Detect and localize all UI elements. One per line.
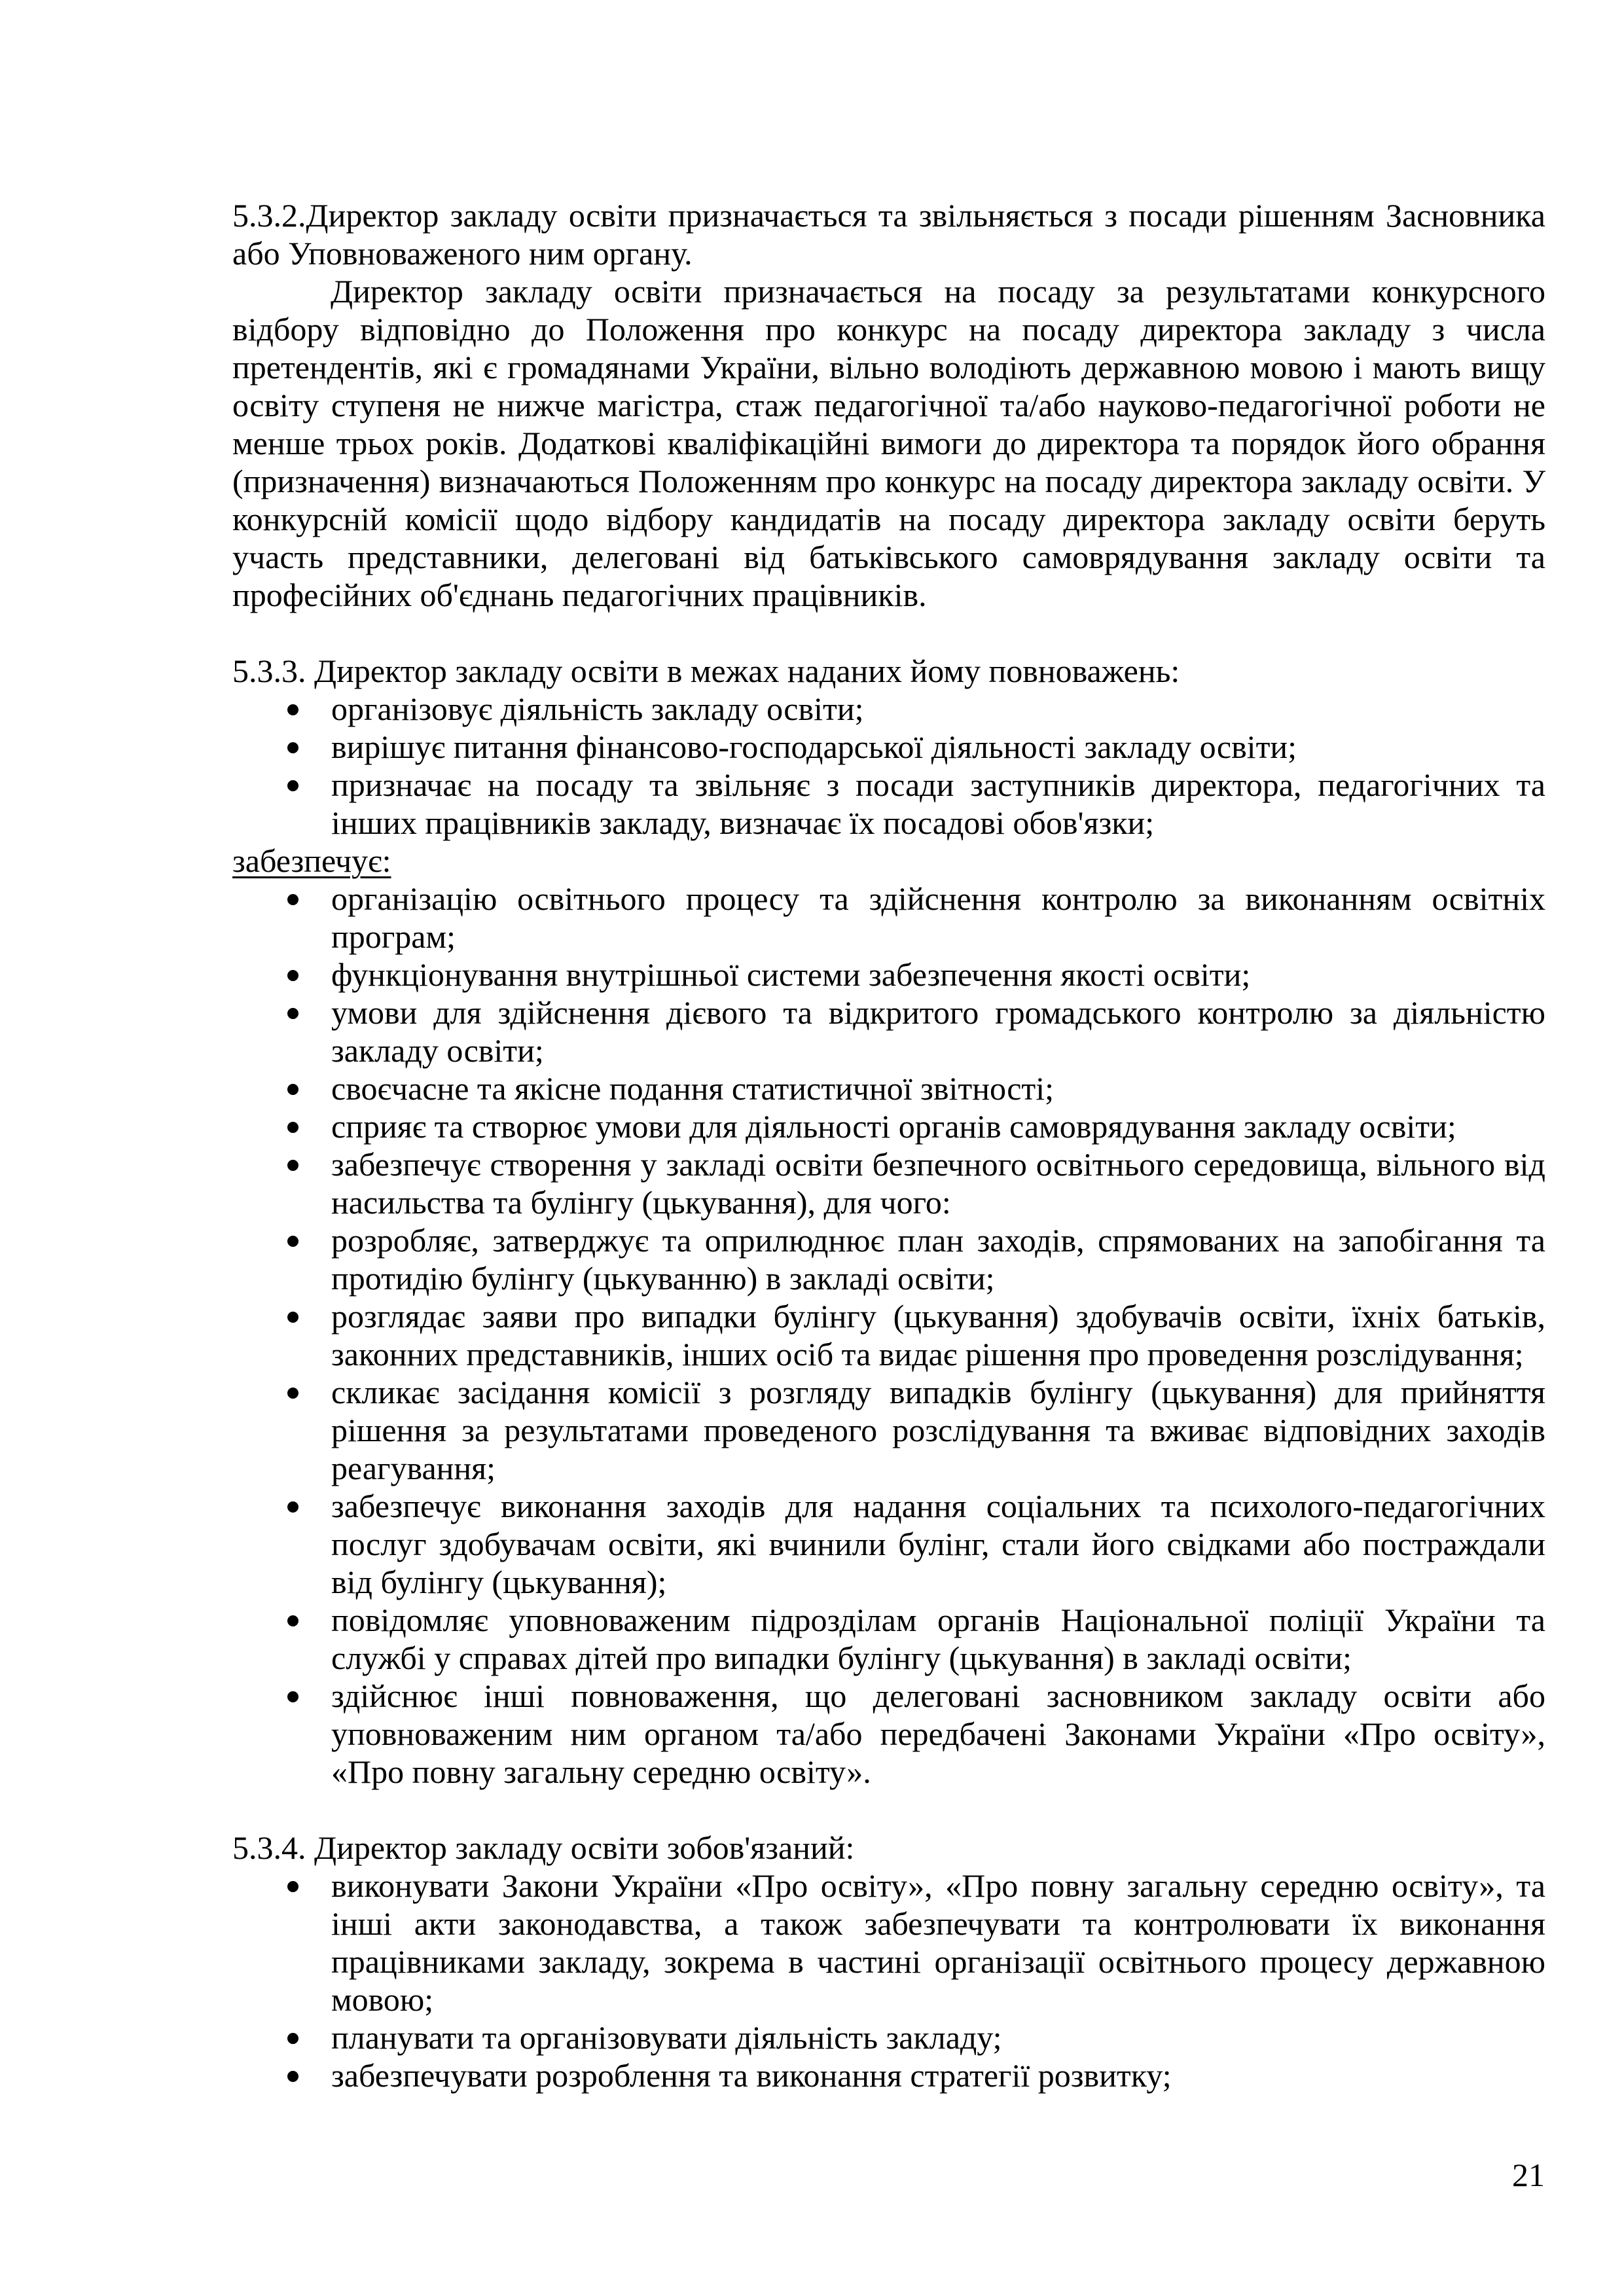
list-item-text: розробляє, затверджує та оприлюднює план заходів, спрямованих на запобігання та протидію булінгу (цькуванню) в закладі освіти; bbox=[331, 1222, 1545, 1297]
list-item-text: розглядає заяви про випадки булінгу (цькування) здобувачів освіти, їхніх батьків, законних представників, інших осіб та видає рішення про проведення розслідування; bbox=[331, 1298, 1545, 1372]
list-item bbox=[232, 1677, 1545, 1791]
section-5-3-2-paragraph-appointment: 5.3.2.Директор закладу освіти призначається та звільняється з посади рішенням Засновника або Уповноваженого ним органу. bbox=[232, 197, 1545, 272]
list-item bbox=[232, 956, 1545, 994]
list-item-text: скликає засідання комісії з розгляду випадків булінгу (цькування) для прийняття рішення за результатами проведеного розслідування та вживає відповідних заходів реагування; bbox=[331, 1374, 1545, 1486]
list-item-text: повідомляє уповноваженим підрозділам органів Національної поліції України та службі у справах дітей про випадки булінгу (цькування) в закладі освіти; bbox=[331, 1602, 1545, 1676]
section-5-3-2-paragraph-competition: Директор закладу освіти призначається на посаду за результатами конкурсного відбору відповідно до Положення про конкурс на посаду директора закладу з числа претендентів, які є громадянами України, вільно володіють державною мовою і мають вищу освіту ступеня не нижче магістра, стаж педагогічної та/або науково-педагогічної роботи не менше трьох років. Додаткові кваліфікаційні вимоги до директора та порядок його обрання (призначення) визначаються Положенням про конкурс на посаду директора закладу освіти. У конкурсній комісії щодо відбору кандидатів на посаду директора закладу освіти беруть участь представники, делеговані від батьківського самоврядування закладу освіти та професійних об'єднань педагогічних працівників. bbox=[232, 273, 1545, 613]
section-5-3-3-ensures-list bbox=[232, 880, 1545, 1791]
list-item bbox=[232, 2056, 1545, 2094]
list-item-text: призначає на посаду та звільняє з посади заступників директора, педагогічних та інших працівників закладу, визначає їх посадові обов'язки; bbox=[331, 766, 1545, 841]
list-item bbox=[232, 1145, 1545, 1221]
list-item-text: вирішує питання фінансово-господарської діяльності закладу освіти; bbox=[331, 728, 1297, 765]
document-content bbox=[232, 196, 1545, 2094]
list-item bbox=[232, 1867, 1545, 2018]
list-item bbox=[232, 1373, 1545, 1487]
list-item bbox=[232, 1107, 1545, 1145]
section-5-3-3-powers-list bbox=[232, 690, 1545, 842]
section-5-3-3-heading: 5.3.3. Директор закладу освіти в межах наданих йому повноважень: bbox=[232, 653, 1180, 689]
page-number: 21 bbox=[1512, 2157, 1545, 2193]
list-item bbox=[232, 880, 1545, 956]
list-item-text: сприяє та створює умови для діяльності органів самоврядування закладу освіти; bbox=[331, 1108, 1456, 1145]
list-item bbox=[232, 1487, 1545, 1601]
list-item bbox=[232, 728, 1545, 766]
list-item bbox=[232, 994, 1545, 1069]
list-item-text: здійснює інші повноваження, що делеговані засновником закладу освіти або уповноваженим ним органом та/або передбачені Законами України «Про освіту», «Про повну загальну середню освіту». bbox=[331, 1677, 1545, 1790]
section-5-3-4-duties-list bbox=[232, 1867, 1545, 2094]
list-item bbox=[232, 690, 1545, 728]
list-item-text: функціонування внутрішньої системи забезпечення якості освіти; bbox=[331, 956, 1251, 993]
list-item bbox=[232, 2018, 1545, 2056]
list-item-text: організацію освітнього процесу та здійснення контролю за виконанням освітніх програм; bbox=[331, 880, 1545, 955]
section-5-3-3-subheading-ensures bbox=[232, 842, 1545, 880]
list-item bbox=[232, 1601, 1545, 1677]
list-item-text: забезпечує створення у закладі освіти безпечного освітнього середовища, вільного від насильства та булінгу (цькування), для чого: bbox=[331, 1146, 1545, 1221]
subheading-underlined-text: забезпечує: bbox=[232, 842, 391, 879]
list-item-text: своєчасне та якісне подання статистичної звітності; bbox=[331, 1070, 1055, 1107]
list-item-text: забезпечувати розроблення та виконання стратегії розвитку; bbox=[331, 2057, 1172, 2094]
list-item-text: планувати та організовувати діяльність закладу; bbox=[331, 2019, 1002, 2056]
section-5-3-4-heading: 5.3.4. Директор закладу освіти зобов'язаний: bbox=[232, 1829, 855, 1866]
list-item-text: забезпечує виконання заходів для надання соціальних та психолого-педагогічних послуг здобувачам освіти, які вчинили булінг, стали його свідками або постраждали від булінгу (цькування); bbox=[331, 1488, 1545, 1600]
list-item-text: організовує діяльність закладу освіти; bbox=[331, 691, 864, 727]
list-item-text: виконувати Закони України «Про освіту», «Про повну загальну середню освіту», та інші акти законодавства, а також забезпечувати та контролювати їх виконання працівниками закладу, зокрема в частині організації освітнього процесу державною мовою; bbox=[331, 1867, 1545, 2018]
list-item bbox=[232, 1297, 1545, 1373]
list-item bbox=[232, 766, 1545, 842]
list-item bbox=[232, 1221, 1545, 1297]
list-item bbox=[232, 1069, 1545, 1107]
list-item-text: умови для здійснення дієвого та відкритого громадського контролю за діяльністю закладу освіти; bbox=[331, 994, 1545, 1069]
